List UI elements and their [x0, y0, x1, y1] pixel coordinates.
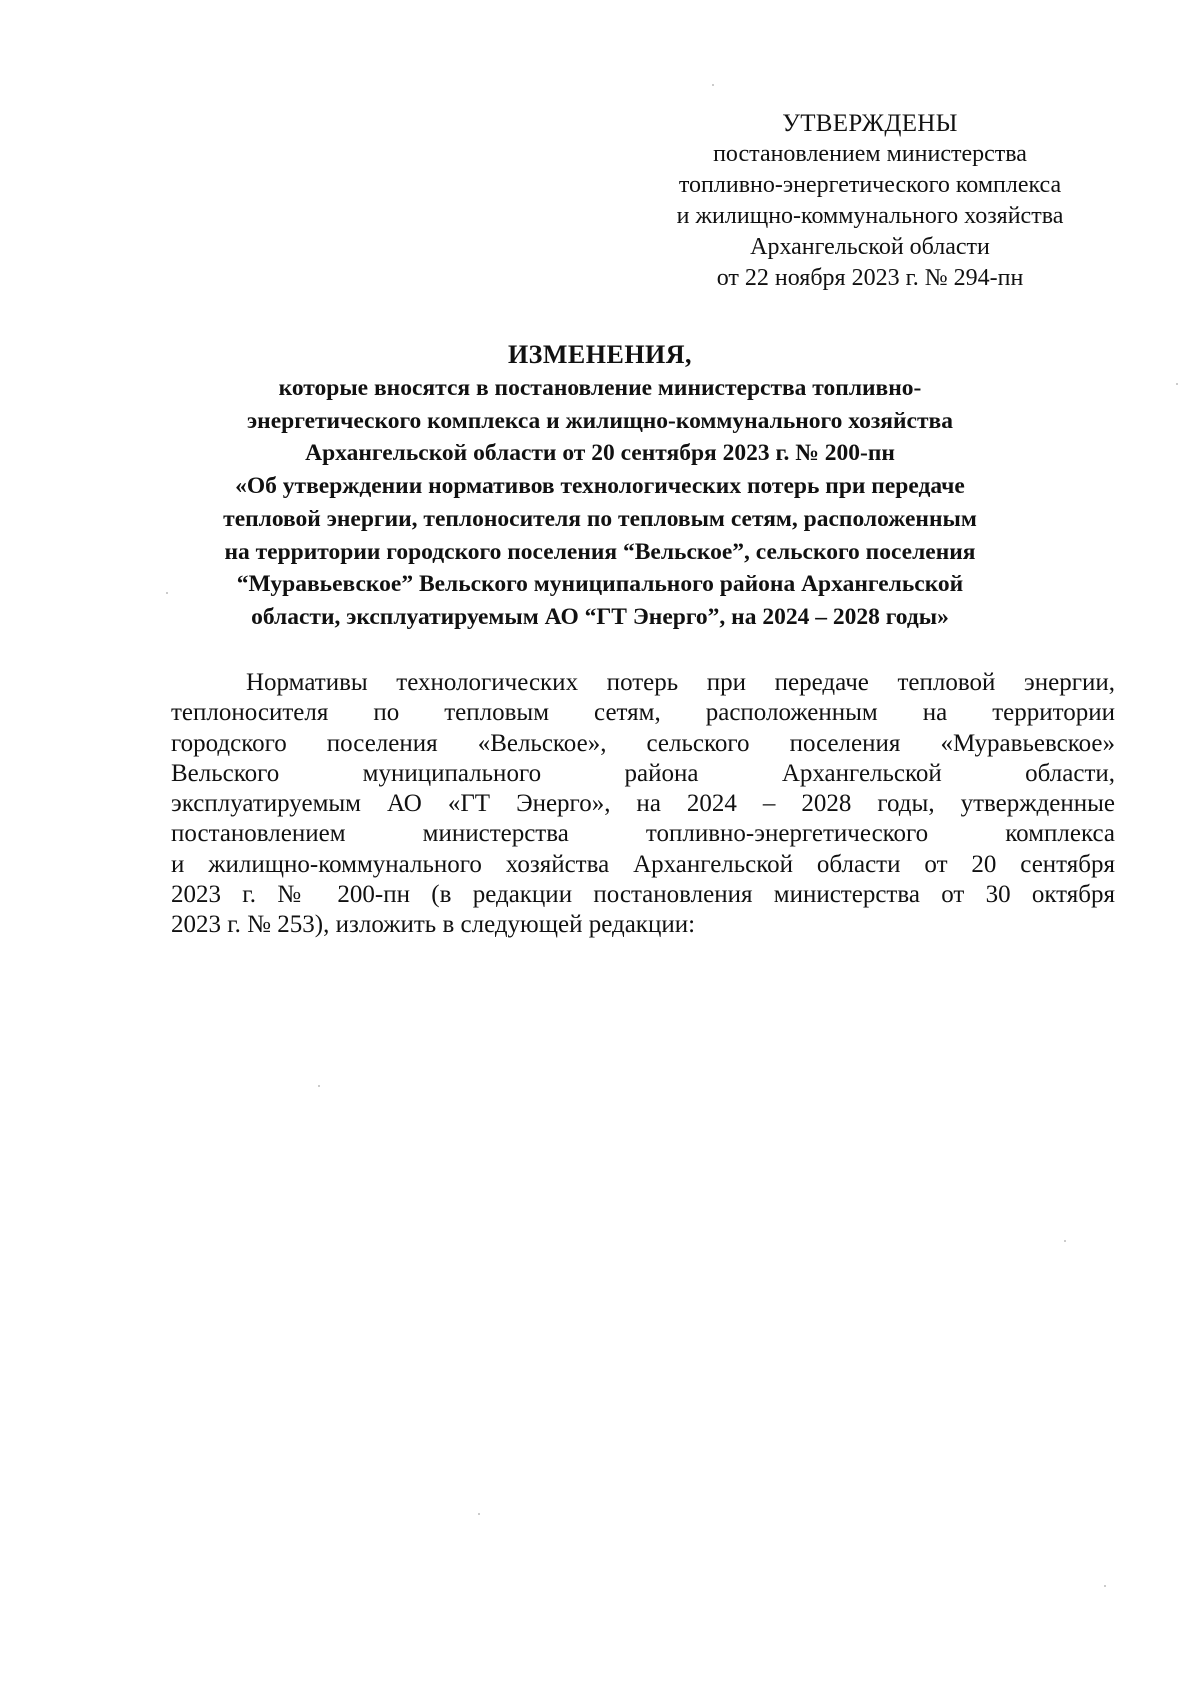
- document-title: ИЗМЕНЕНИЯ,: [507, 340, 693, 369]
- document-title-block: [160, 338, 1040, 634]
- body-paragraph: [171, 668, 1115, 941]
- title-line: на территории городского поселения “Вельское”, сельского поселения: [224, 538, 976, 565]
- scan-speck: [712, 84, 714, 86]
- scan-speck: [318, 1085, 320, 1087]
- approval-stamp-block: [640, 108, 1100, 294]
- title-line: Архангельской области от 20 сентября 2023 г. № 200-пн: [305, 440, 895, 467]
- scan-speck: [166, 592, 168, 594]
- scan-speck: [478, 1513, 480, 1515]
- body-line: Нормативы технологических потерь при передаче тепловой энергии,: [246, 669, 1115, 696]
- approval-line: и жилищно-коммунального хозяйства: [676, 203, 1064, 229]
- body-line: 2023 г. № 200-пн (в редакции постановления министерства от 30 октября: [171, 881, 1115, 909]
- approval-heading: УТВЕРЖДЕНЫ: [782, 110, 958, 137]
- scan-speck: [1064, 1240, 1066, 1242]
- approval-line: постановлением министерства: [713, 141, 1027, 167]
- title-line: энергетического комплекса и жилищно-коммунального хозяйства: [247, 407, 953, 434]
- approval-line: от 22 ноября 2023 г. № 294-пн: [716, 265, 1024, 291]
- body-line: теплоносителя по тепловым сетям, расположенным на территории: [171, 699, 1115, 727]
- title-line: “Муравьевское” Вельского муниципального района Архангельской: [236, 571, 964, 598]
- body-line: эксплуатируемым АО «ГТ Энерго», на 2024 – 2028 годы, утвержденные: [171, 790, 1115, 818]
- approval-line: топливно-энергетического комплекса: [678, 172, 1062, 198]
- title-line: которые вносятся в постановление министерства топливно-: [278, 375, 922, 401]
- body-line: постановлением министерства топливно-энергетического комплекса: [171, 820, 1115, 848]
- title-line: «Об утверждении нормативов технологических потерь при передаче: [235, 473, 965, 500]
- body-line: Вельского муниципального района Архангельской области,: [171, 759, 1115, 787]
- title-line: области, эксплуатируемым АО “ГТ Энерго”, на 2024 – 2028 годы»: [251, 603, 949, 630]
- body-line: и жилищно-коммунального хозяйства Архангельской области от 20 сентября: [171, 850, 1115, 878]
- body-line: городского поселения «Вельское», сельского поселения «Муравьевское»: [171, 729, 1115, 757]
- scan-speck: [1104, 1585, 1106, 1587]
- approval-line: Архангельской области: [750, 234, 990, 260]
- body-line: 2023 г. № 253), изложить в следующей редакции:: [171, 911, 696, 939]
- title-line: тепловой энергии, теплоносителя по тепловым сетям, расположенным: [223, 505, 977, 532]
- scan-speck: [1176, 383, 1178, 385]
